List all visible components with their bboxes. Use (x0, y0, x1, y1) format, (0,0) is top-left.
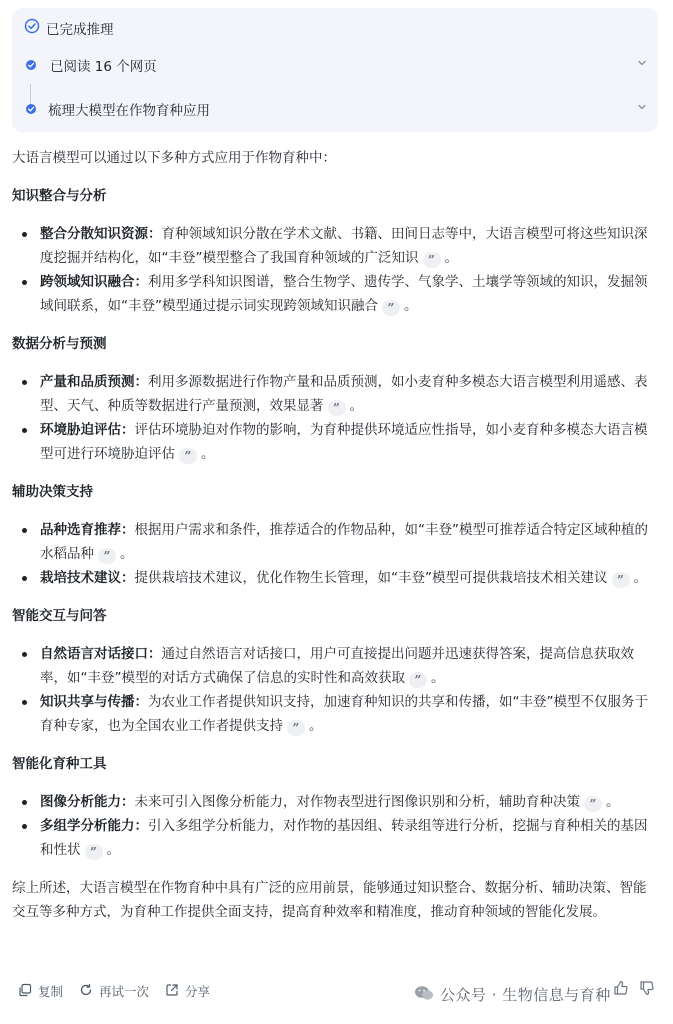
answer-content (12, 146, 658, 924)
retry-button[interactable] (79, 982, 149, 1000)
item-title: 整合分散知识资源： (40, 226, 162, 242)
item-text: 引入多组学分析能力，对作物的基因组、转录组等进行分析，挖掘与育种相关的基因和性状 (40, 818, 648, 858)
list-item (12, 790, 658, 814)
item-end: 。 (106, 842, 120, 858)
citation-quote-icon[interactable]: ” (423, 252, 441, 268)
item-end: 。 (606, 794, 620, 810)
section-heading: 智能交互与问答 (12, 608, 107, 624)
reasoning-step-read-pages[interactable] (26, 54, 648, 76)
list-item (12, 814, 658, 862)
section-list (12, 518, 658, 590)
item-text: 评估环境胁迫对作物的影响，为育种提供环境适应性指导，如小麦育种多模态大语言模型可进行环境胁迫评估 (40, 422, 648, 462)
citation-quote-icon[interactable]: ” (612, 572, 630, 588)
item-end: 。 (431, 670, 445, 686)
chevron-down-icon[interactable] (636, 101, 648, 117)
list-item (12, 370, 658, 418)
citation-quote-icon[interactable]: ” (328, 400, 346, 416)
thumbs-up-icon[interactable] (613, 980, 629, 1000)
thumbs-down-icon[interactable] (639, 980, 655, 1000)
item-end: 。 (309, 718, 323, 734)
action-bar (18, 980, 226, 1002)
check-circle-icon (24, 18, 40, 38)
item-text: 利用多源数据进行作物产量和品质预测，如小麦育种多模态大语言模型利用遥感、表型、天气、种质等数据进行产量预测，效果显著 (40, 374, 648, 414)
section-list (12, 222, 658, 318)
section-list (12, 642, 658, 738)
copy-button[interactable] (18, 982, 63, 1000)
item-text: 育种领域知识分散在学术文献、书籍、田间日志等中，大语言模型可将这些知识深度挖掘并结构化，如“丰登”模型整合了我国育种领域的广泛知识 (40, 226, 648, 266)
section-heading: 辅助决策支持 (12, 484, 93, 500)
item-title: 图像分析能力： (40, 794, 135, 810)
reasoning-header[interactable] (24, 18, 114, 38)
section-heading: 智能化育种工具 (12, 756, 107, 772)
item-text: 提供栽培技术建议，优化作物生长管理，如“丰登”模型可提供栽培技术相关建议 (134, 570, 608, 586)
list-item (12, 222, 658, 270)
section-heading: 知识整合与分析 (12, 188, 107, 204)
item-end: 。 (120, 546, 134, 562)
citation-quote-icon[interactable]: ” (382, 300, 400, 316)
step-label: 已阅读 16 个网页 (50, 59, 157, 75)
intro-text: 大语言模型可以通过以下多种方式应用于作物育种中： (12, 150, 336, 166)
list-item (12, 418, 658, 466)
item-end: 。 (404, 298, 418, 314)
list-item (12, 566, 658, 590)
watermark (414, 984, 611, 1005)
item-title: 品种选育推荐： (40, 522, 135, 538)
item-title: 环境胁迫评估： (40, 422, 135, 438)
share-icon (165, 983, 179, 1000)
share-button[interactable] (165, 982, 210, 1000)
section-list (12, 790, 658, 862)
step-check-icon (26, 60, 36, 70)
item-title: 产量和品质预测： (40, 374, 148, 390)
item-text: 未来可引入图像分析能力，对作物表型进行图像识别和分析，辅助育种决策 (134, 794, 580, 810)
item-end: 。 (633, 570, 647, 586)
item-text: 为农业工作者提供知识支持，加速育种知识的共享和传播，如“丰登”模型不仅服务于育种专家，也为全国农业工作者提供支持 (40, 694, 648, 734)
reasoning-step-organize[interactable] (26, 98, 648, 120)
reasoning-title: 已完成推理 (46, 22, 114, 38)
section-heading: 数据分析与预测 (12, 336, 107, 352)
step-label: 梳理大模型在作物育种应用 (48, 103, 210, 119)
citation-quote-icon[interactable]: ” (409, 672, 427, 688)
section-list (12, 370, 658, 466)
citation-quote-icon[interactable]: ” (85, 844, 103, 860)
wechat-icon (414, 985, 434, 1005)
list-item (12, 270, 658, 318)
item-end: 。 (444, 250, 458, 266)
feedback-group (613, 980, 655, 1000)
share-label: 分享 (185, 984, 211, 999)
list-item (12, 642, 658, 690)
list-item (12, 518, 658, 566)
retry-label: 再试一次 (99, 984, 150, 999)
item-text: 通过自然语言对话接口，用户可直接提出问题并迅速获得答案，提高信息获取效率，如“丰登”模型的对话方式确保了信息的实时性和高效获取 (40, 646, 634, 686)
item-title: 知识共享与传播： (40, 694, 148, 710)
copy-icon (18, 983, 32, 1000)
refresh-icon (79, 983, 93, 1000)
citation-quote-icon[interactable]: ” (179, 448, 197, 464)
item-end: 。 (349, 398, 363, 414)
item-title: 栽培技术建议： (40, 570, 135, 586)
item-end: 。 (201, 446, 215, 462)
item-text: 根据用户需求和条件，推荐适合的作物品种，如“丰登”模型可推荐适合特定区域种植的水稻品种 (40, 522, 648, 562)
citation-quote-icon[interactable]: ” (584, 796, 602, 812)
step-check-icon (26, 104, 36, 114)
list-item (12, 690, 658, 738)
watermark-text: 公众号 · 生物信息与育种 (440, 986, 611, 1004)
conclusion-text: 综上所述，大语言模型在作物育种中具有广泛的应用前景，能够通过知识整合、数据分析、辅助决策、智能交互等多种方式，为育种工作提供全面支持，提高育种效率和精准度，推动育种领域的智能化发展。 (12, 880, 647, 920)
reasoning-panel (12, 8, 658, 132)
copy-label: 复制 (38, 984, 64, 999)
item-title: 跨领域知识融合： (40, 274, 148, 290)
chevron-down-icon[interactable] (636, 57, 648, 73)
item-text: 利用多学科知识图谱，整合生物学、遗传学、气象学、土壤学等领域的知识，发掘领域间联系，如“丰登”模型通过提示词实现跨领域知识融合 (40, 274, 648, 314)
citation-quote-icon[interactable]: ” (287, 720, 305, 736)
citation-quote-icon[interactable]: ” (98, 548, 116, 564)
item-title: 多组学分析能力： (40, 818, 148, 834)
item-title: 自然语言对话接口： (40, 646, 162, 662)
